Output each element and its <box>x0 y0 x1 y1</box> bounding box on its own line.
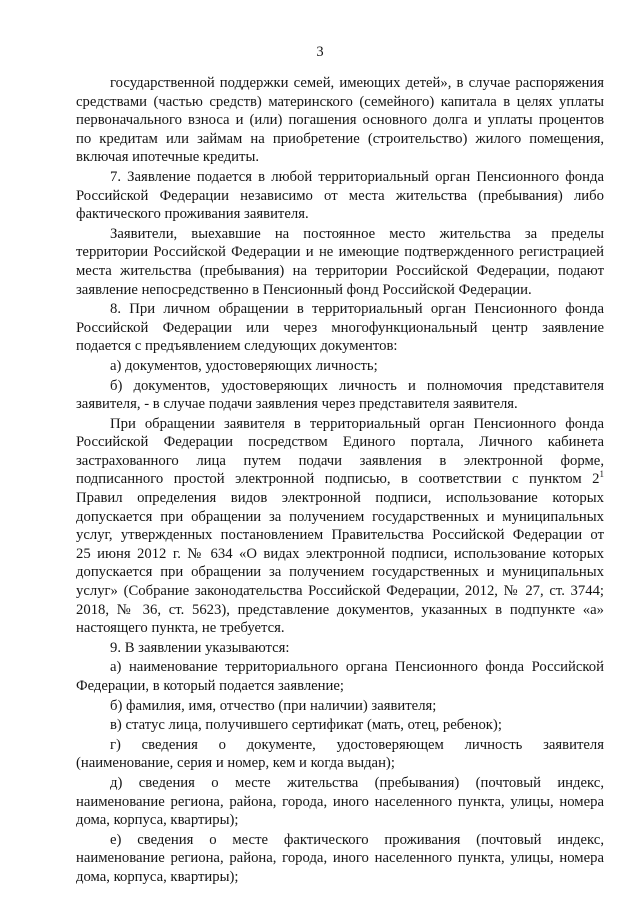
text-line: Заявители, выехавшие на постоянное место жительства за пределы <box>110 225 604 242</box>
paragraph <box>76 357 604 376</box>
text-line: Федерации, в который подается заявление; <box>76 678 344 694</box>
text-line: дома, корпуса, квартиры); <box>76 868 239 885</box>
text-line: Российской Федерации независимо от места жительства (пребывания) либо <box>76 187 604 204</box>
text-line: 7. Заявление подается в любой территориальный орган Пенсионного фонда <box>110 168 604 185</box>
text-line: г) сведения о документе, удостоверяющем личность заявителя <box>110 736 604 753</box>
text-line: б) фамилия, имя, отчество (при наличии) заявителя; <box>110 697 437 714</box>
text-line: средствами (частью средств) материнского (семейного) капитала в целях уплаты <box>76 93 604 110</box>
paragraph <box>76 225 604 299</box>
footnote-mark: 1 <box>599 468 604 479</box>
text-line: 25 июня 2012 г. № 634 «О видах электронной подписи, использование которых <box>76 545 604 562</box>
text-line: территории Российской Федерации и не имеющие подтвержденного регистрацией <box>76 244 604 261</box>
text-line: услуг» (Собрание законодательства Российской Федерации, 2012, № 27, ст. 3744; <box>76 583 604 600</box>
text-line: Российской Федерации посредством Единого портала, Личного кабинета <box>76 434 604 451</box>
text-line: допускается при обращении за получением государственных и муниципальных <box>76 508 604 525</box>
text-line: государственной поддержки семей, имеющих детей», в случае распоряжения <box>110 75 604 91</box>
paragraph <box>76 74 604 167</box>
paragraph <box>76 300 604 356</box>
text-line: б) документов, удостоверяющих личность и полномочия представителя <box>110 377 604 394</box>
text-line: настоящего пункта, не требуется. <box>76 620 285 637</box>
text-line: а) документов, удостоверяющих личность; <box>110 357 378 374</box>
text-line: а) наименование территориального органа Пенсионного фонда Российской <box>110 659 604 676</box>
paragraph <box>76 736 604 773</box>
paragraph <box>76 377 604 414</box>
text-line: в) статус лица, получившего сертификат (мать, отец, ребенок); <box>110 717 502 734</box>
text-line: д) сведения о месте жительства (пребывания) (почтовый индекс, <box>110 774 604 791</box>
text-line: включая ипотечные кредиты. <box>76 149 259 166</box>
paragraph <box>76 697 604 716</box>
paragraph <box>76 168 604 224</box>
text-line: подается с предъявлением следующих документов: <box>76 338 398 355</box>
text-line: первоначального взноса и (или) погашения основного долга и уплаты процентов <box>76 112 604 129</box>
text-line: фактического проживания заявителя. <box>76 206 309 223</box>
text-line: 9. В заявлении указываются: <box>110 639 290 656</box>
text-line: (наименование, серия и номер, кем и когда выдан); <box>76 755 395 772</box>
text-line: дома, корпуса, квартиры); <box>76 812 239 829</box>
paragraph <box>76 716 604 735</box>
text-line: е) сведения о месте фактического проживания (почтовый индекс, <box>110 831 604 848</box>
text-line: допускается при обращении за получением государственных и муниципальных <box>76 564 604 581</box>
text-line: При обращении заявителя в территориальный орган Пенсионного фонда <box>110 415 604 432</box>
text-line: заявителя, - в случае подачи заявления через представителя заявителя. <box>76 396 518 413</box>
document-body <box>76 73 604 887</box>
text-line: услуг, утвержденных постановлением Правительства Российской Федерации от <box>76 527 604 544</box>
text-line: заявление непосредственно в Пенсионный фонд Российской Федерации. <box>76 281 532 298</box>
text-line: наименование региона, района, города, иного населенного пункта, улицы, номера <box>76 850 604 867</box>
text-line: Правил определения видов электронной подписи, использование которых <box>76 490 604 507</box>
paragraph <box>76 831 604 887</box>
text-line: подписанного простой электронной подписью, в соответствии с пунктом $2^1$ <box>76 468 604 488</box>
text-line: места жительства (пребывания) на территории Российской Федерации, подают <box>76 262 604 279</box>
text-line: наименование региона, района, города, иного населенного пункта, улицы, номера <box>76 793 604 810</box>
text-line: по кредитам или займам на приобретение (строительство) жилого помещения, <box>76 130 604 147</box>
text-line: 2018, № 36, ст. 5623), представление документов, указанных в подпункте «а» <box>76 601 604 618</box>
paragraph <box>76 774 604 830</box>
paragraph <box>76 415 604 638</box>
text-line: 8. При личном обращении в территориальный орган Пенсионного фонда <box>110 301 604 318</box>
text-line: застрахованного лица путем подачи заявления в электронной форме, <box>76 452 604 469</box>
paragraph <box>76 639 604 658</box>
paragraph <box>76 658 604 695</box>
text-line: Российской Федерации или через многофункциональный центр заявление <box>76 319 604 336</box>
page-number: 3 <box>316 44 324 60</box>
